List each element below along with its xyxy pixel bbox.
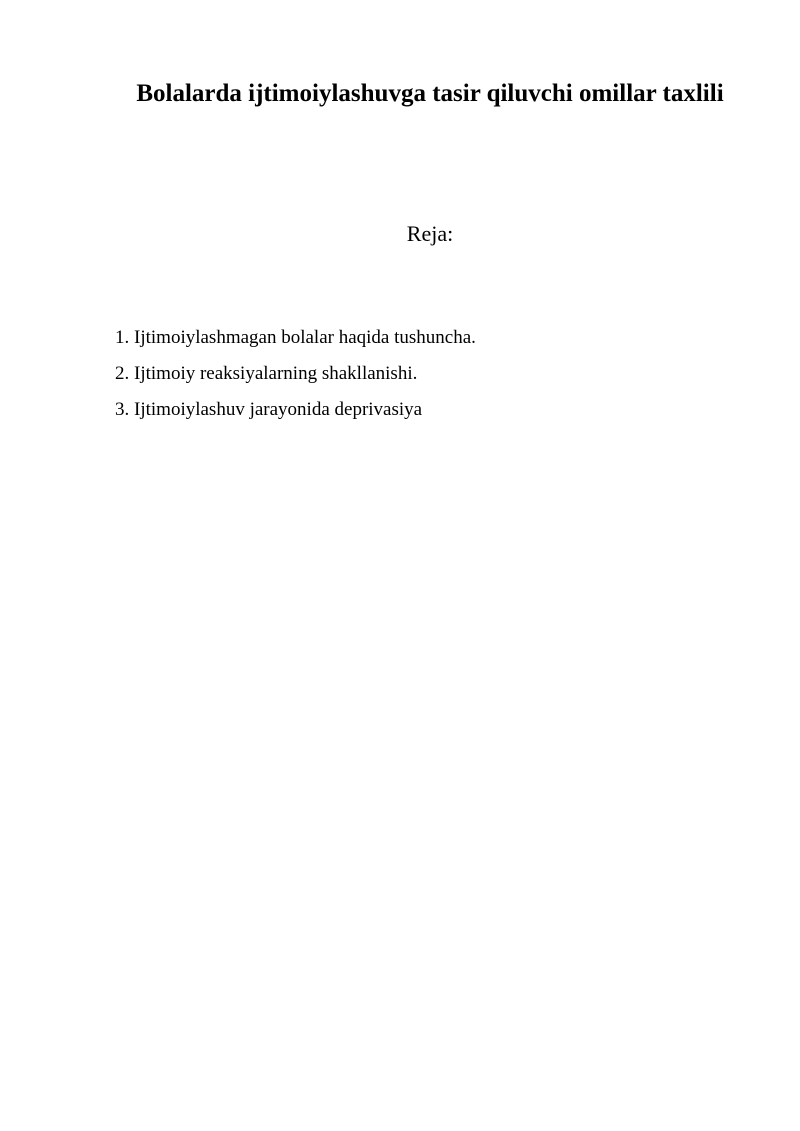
plan-heading: Reja:	[406, 221, 454, 246]
plan-item-2: 2. Ijtimoiy reaksiyalarning shakllanishi.	[115, 363, 418, 384]
plan-list	[115, 324, 476, 432]
plan-item-3: 3. Ijtimoiylashuv jarayonida deprivasiya	[115, 399, 423, 420]
document-title: Bolalarda ijtimoiylashuvga tasir qiluvchi omillar taxlili	[136, 80, 724, 107]
plan-item-1: 1. Ijtimoiylashmagan bolalar haqida tushuncha.	[115, 327, 476, 348]
